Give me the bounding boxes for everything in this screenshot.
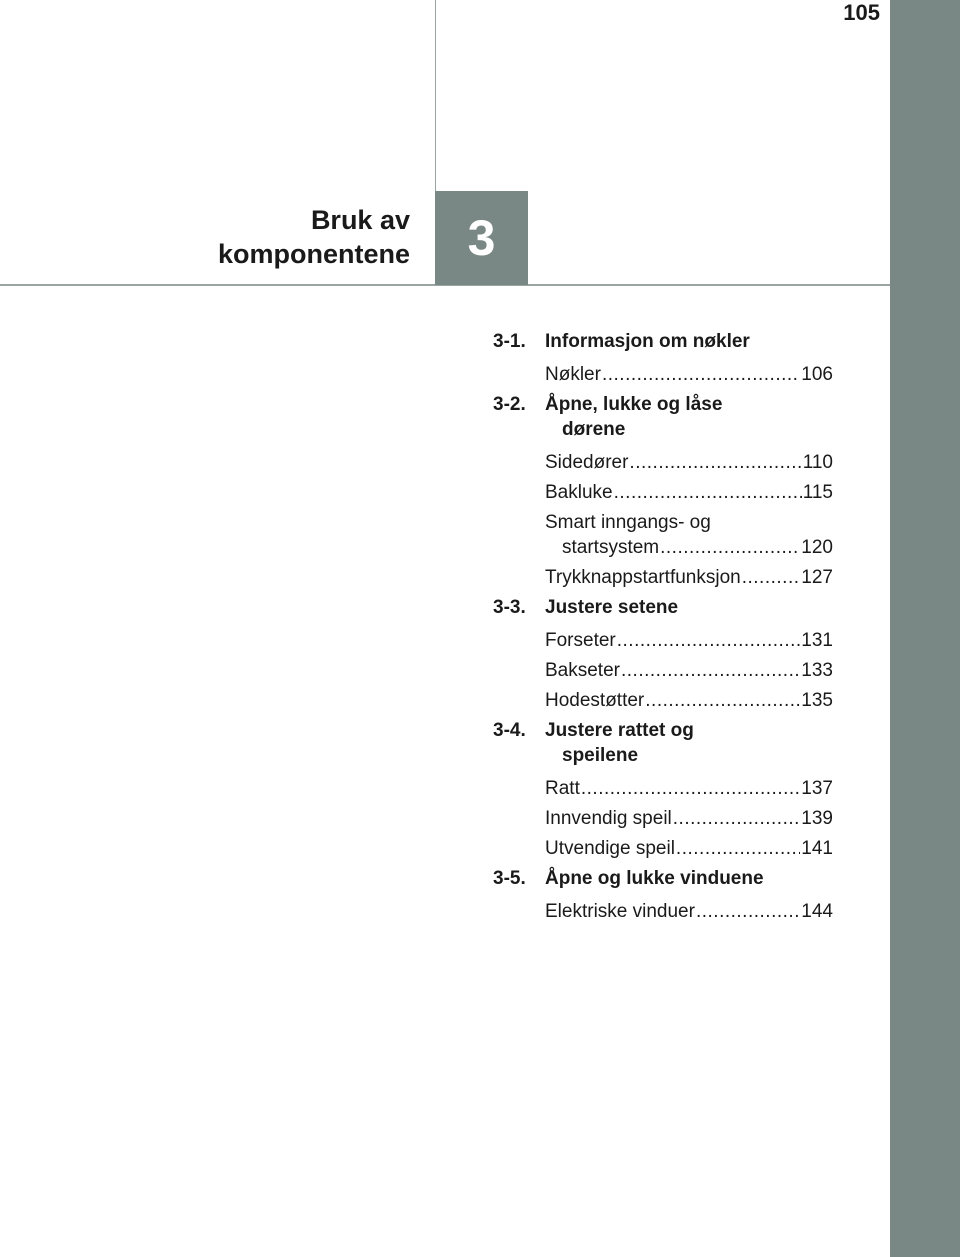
toc-entry-label: startsystem [562, 537, 660, 558]
toc-entry[interactable] [493, 658, 833, 683]
toc-entry-page: 115 [802, 482, 833, 503]
toc-entry-label: Ratt [545, 778, 580, 799]
toc-entry-row [545, 450, 833, 475]
toc-section [493, 329, 833, 387]
toc-entry-row [545, 480, 833, 505]
toc-entry-leader [696, 899, 800, 924]
toc-entry-label: Bakseter [545, 660, 620, 681]
toc-entry-page: 110 [802, 452, 833, 473]
toc-entry-label: Forseter [545, 630, 616, 651]
toc-entry[interactable] [493, 688, 833, 713]
toc-entry-leader [676, 836, 800, 861]
toc-entry-label: Elektriske vinduer [545, 901, 695, 922]
toc-entry-leader [645, 688, 800, 713]
toc-section-title [545, 329, 833, 354]
toc-entry-page: 131 [801, 630, 833, 651]
toc-entry[interactable] [493, 776, 833, 801]
toc-entry-label: Nøkler [545, 364, 601, 385]
toc-entry-page: 106 [801, 364, 833, 385]
toc-section-number: 3-1. [493, 331, 526, 352]
chapter-title-line-2: komponentene [217, 239, 410, 269]
toc-entry-leader [673, 806, 801, 831]
toc-section-heading [493, 866, 833, 891]
table-of-contents [493, 329, 833, 929]
toc-section [493, 392, 833, 590]
toc-entry-label: Bakluke [545, 482, 613, 503]
toc-section-title-line: Informasjon om nøkler [545, 331, 750, 352]
toc-entry[interactable] [493, 565, 833, 590]
toc-entry-page: 141 [801, 838, 833, 859]
toc-entry-label: Smart inngangs- og [545, 512, 711, 533]
toc-entry-row [545, 628, 833, 653]
toc-entry-leader [742, 565, 801, 590]
toc-section-number: 3-2. [493, 394, 526, 415]
toc-entry[interactable] [493, 510, 833, 560]
toc-entry[interactable] [493, 836, 833, 861]
toc-entry-page: 120 [801, 537, 833, 558]
toc-entry-row [545, 899, 833, 924]
toc-entry[interactable] [493, 480, 833, 505]
toc-section-heading [493, 392, 833, 442]
chapter-title [218, 203, 410, 271]
toc-entry-label: Innvendig speil [545, 808, 672, 829]
page-number: 105 [843, 0, 880, 25]
toc-entry-leader [621, 658, 800, 683]
chapter-side-tab [890, 0, 960, 1257]
toc-section-title-line: speilene [562, 745, 639, 766]
toc-entry-label: Trykknappstartfunksjon [545, 567, 741, 588]
toc-entry-page: 139 [801, 808, 833, 829]
toc-entry-page: 135 [801, 690, 833, 711]
toc-section [493, 718, 833, 861]
toc-section-heading [493, 329, 833, 354]
toc-entry-row [545, 510, 833, 535]
toc-section-heading [493, 595, 833, 620]
toc-entry-page: 127 [801, 567, 833, 588]
toc-entry-leader [602, 362, 800, 387]
toc-section-title [545, 718, 833, 768]
toc-section-title-line: Åpne, lukke og låse [545, 394, 723, 415]
chapter-number: 3 [467, 210, 496, 266]
toc-entry-leader [581, 776, 800, 801]
toc-entry[interactable] [493, 899, 833, 924]
toc-entry-leader [660, 535, 800, 560]
toc-entry-row [545, 535, 833, 560]
toc-section-title [545, 595, 833, 620]
chapter-number-box [435, 191, 528, 285]
toc-section-number: 3-3. [493, 597, 526, 618]
toc-entry[interactable] [493, 628, 833, 653]
toc-entry-leader [614, 480, 802, 505]
toc-entry[interactable] [493, 362, 833, 387]
toc-entry-page: 144 [801, 901, 833, 922]
toc-entry[interactable] [493, 806, 833, 831]
toc-section-number: 3-4. [493, 720, 526, 741]
toc-section [493, 595, 833, 713]
toc-section-heading [493, 718, 833, 768]
toc-entry-leader [629, 450, 801, 475]
toc-section-title-line: dørene [562, 419, 626, 440]
toc-section-title-line: Justere setene [545, 597, 679, 618]
toc-entry-row [545, 565, 833, 590]
toc-section-title-line: Åpne og lukke vinduene [545, 868, 764, 889]
toc-entry[interactable] [493, 450, 833, 475]
toc-section-number: 3-5. [493, 868, 526, 889]
toc-section-title [545, 866, 833, 891]
toc-entry-label: Hodestøtter [545, 690, 645, 711]
toc-entry-label: Sidedører [545, 452, 629, 473]
toc-section-title-line: Justere rattet og [545, 720, 694, 741]
toc-entry-label: Utvendige speil [545, 838, 675, 859]
chapter-title-line-1: Bruk av [310, 205, 410, 235]
toc-section [493, 866, 833, 924]
toc-entry-row [545, 836, 833, 861]
toc-entry-row [545, 776, 833, 801]
toc-entry-row [545, 362, 833, 387]
toc-entry-leader [617, 628, 801, 653]
toc-entry-row [545, 688, 833, 713]
toc-entry-page: 137 [801, 778, 833, 799]
toc-entry-row [545, 806, 833, 831]
toc-section-title [545, 392, 833, 442]
toc-entry-row [545, 658, 833, 683]
toc-entry-page: 133 [801, 660, 833, 681]
